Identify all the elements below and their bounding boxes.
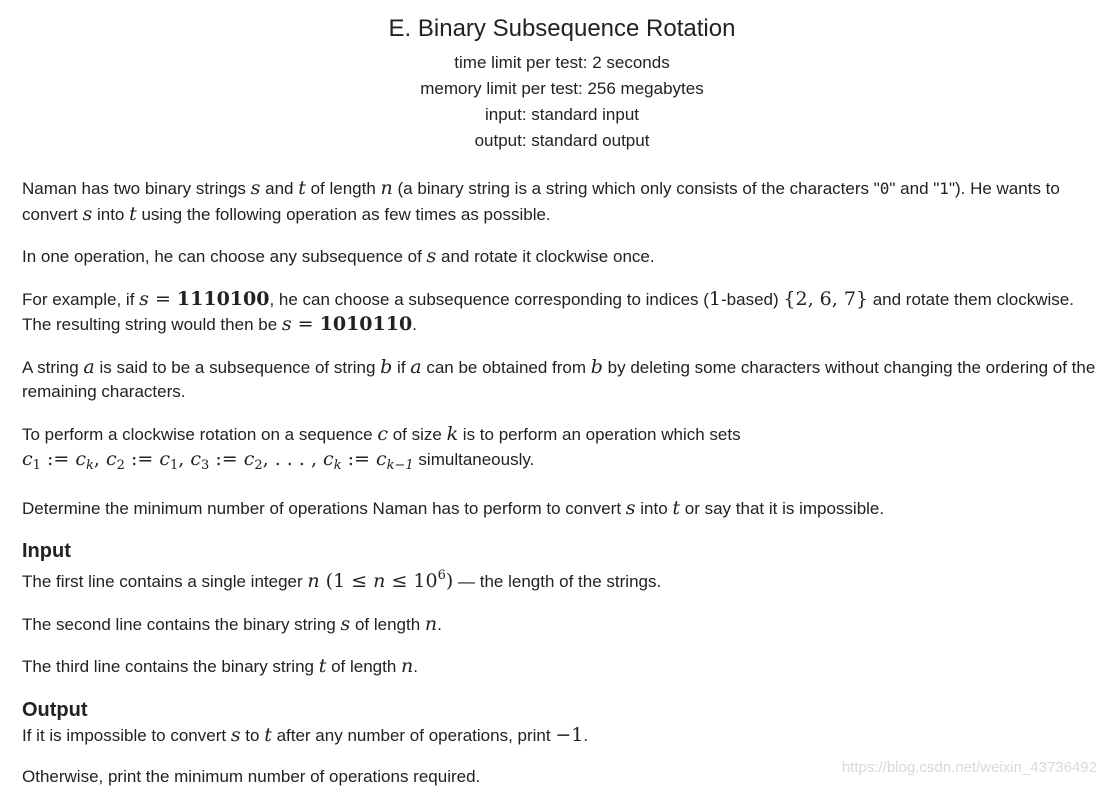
input-section	[22, 538, 1100, 680]
output-line-1: If it is impossible to convert s to t after any number of operations, print −1.	[22, 723, 589, 746]
output-spec: output: standard output	[474, 131, 650, 150]
legend-paragraph-4: A string a is said to be a subsequence of string b if a can be obtained from b by deleting some characters without changing the ordering of the remaining characters.	[22, 355, 1096, 401]
problem-header	[0, 12, 1106, 154]
output-line-2: Otherwise, print the minimum number of operations required.	[22, 767, 481, 786]
problem-statement	[22, 176, 1100, 807]
problem-title: E. Binary Subsequence Rotation	[388, 15, 736, 42]
memory-limit: memory limit per test: 256 megabytes	[420, 79, 704, 98]
input-section-title: Input	[22, 540, 71, 562]
watermark-url: https://blog.csdn.net/weixin_43736492	[841, 759, 1097, 776]
legend-paragraph-6: Determine the minimum number of operations Naman has to perform to convert s into t or say that it is impossible.	[22, 496, 885, 519]
input-line-1: The first line contains a single integer n $(1 \le n \le 10^6)$ — the length of the strings.	[22, 568, 662, 592]
legend-paragraph-2: In one operation, he can choose any subsequence of s and rotate it clockwise once.	[22, 245, 655, 267]
legend-paragraph-1: Naman has two binary strings s and t of length n (a binary string is a string which only consists of the characters "0" and "1"). He wants to convert s into t using the following operation as few times as possible.	[22, 177, 1060, 225]
input-line-2: The second line contains the binary string s of length n.	[22, 612, 442, 635]
input-spec: input: standard input	[484, 105, 640, 124]
legend-paragraph-3: For example, if s = 1110100, he can choose a subsequence corresponding to indices (1-based) {2, 6, 7} and rotate them clockwise. The resulting string would then be s = 1010110.	[22, 287, 1074, 335]
time-limit: time limit per test: 2 seconds	[454, 53, 670, 72]
output-section-title: Output	[22, 698, 88, 721]
rotation-formula: $c_1$ := $c_k$, $c_2$ := $c_1$, $c_3$ := $c_2$, . . . , $c_k$ := $c_{k-1}$	[22, 448, 414, 473]
input-line-3: The third line contains the binary string t of length n.	[22, 655, 419, 677]
legend-paragraph-5: To perform a clockwise rotation on a sequence c of size k is to perform an operation which sets $c_1$ := $c_k$, $c_2$ := $c_1$, $c_3$ := $c_2$, . . . , $c_k$ := $c_{k-1}$ simultaneously.	[22, 422, 741, 473]
